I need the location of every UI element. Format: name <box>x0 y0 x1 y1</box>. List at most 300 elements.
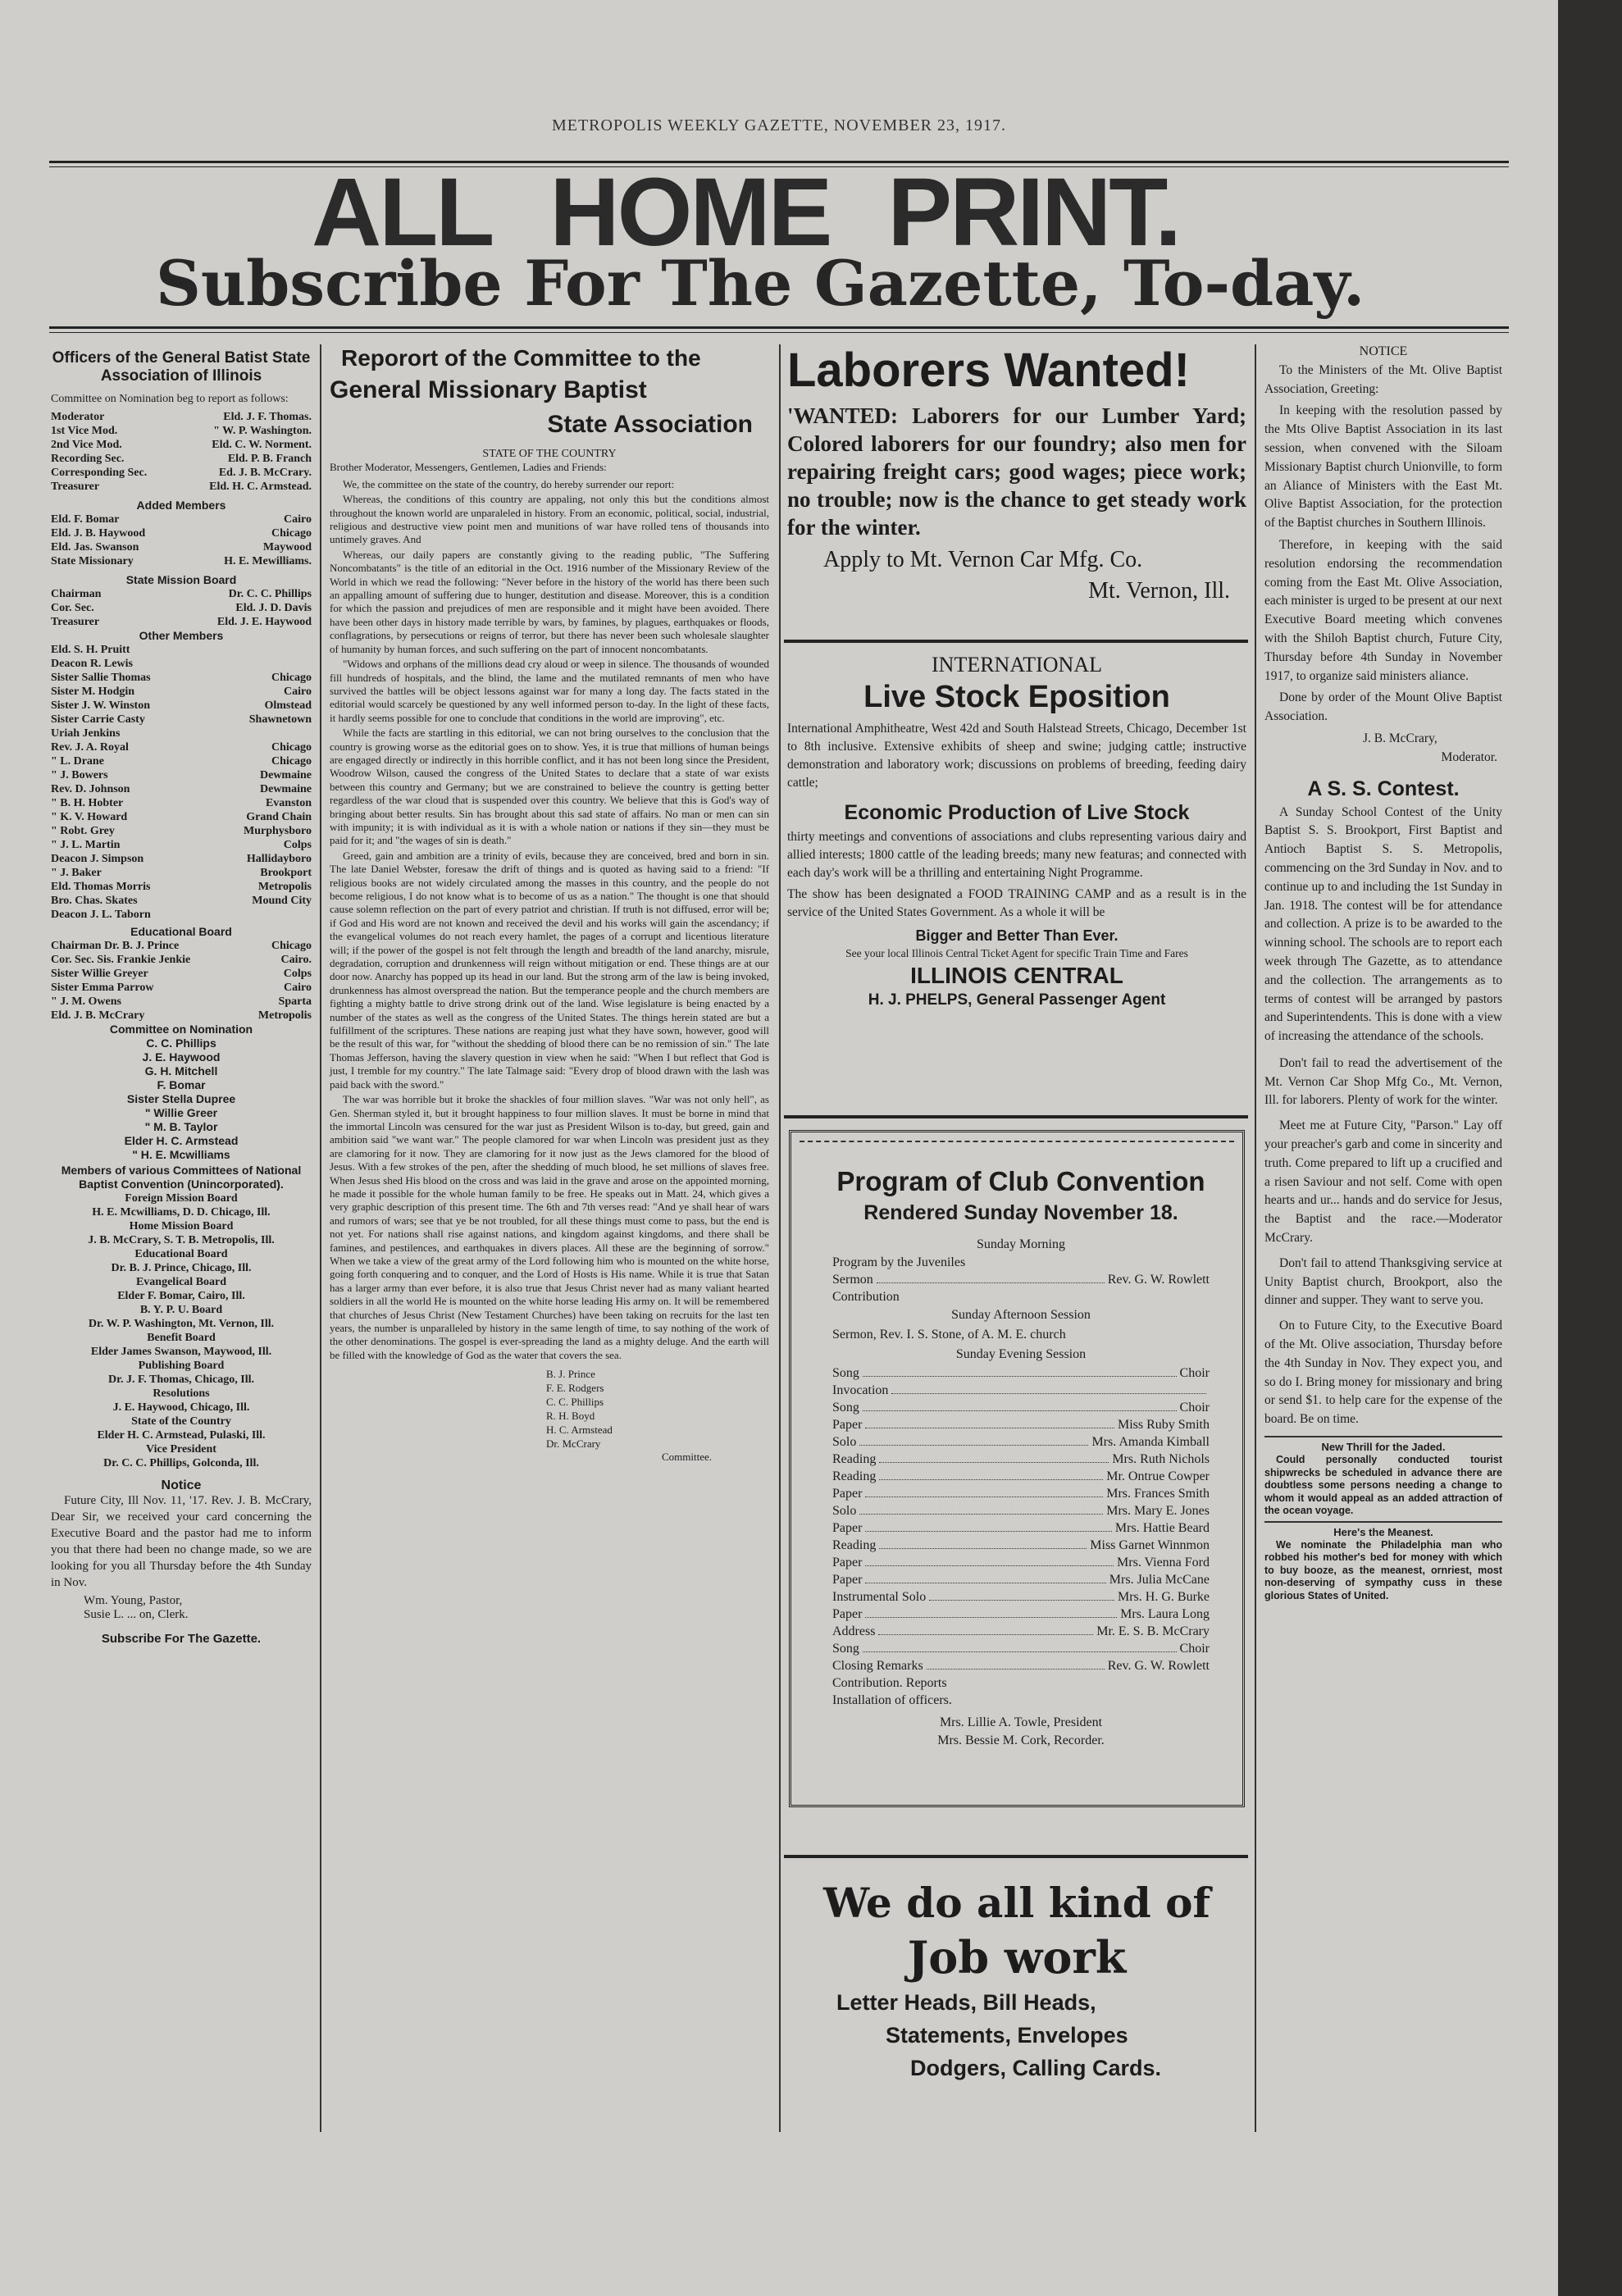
report-salutation: Brother Moderator, Messengers, Gentlemen, Ladies and Friends: <box>330 461 607 474</box>
edu-board-title: Educational Board <box>130 925 232 938</box>
program-item-performer: Mrs. Vienna Ford <box>1117 1556 1210 1569</box>
program-item-leader <box>865 1554 1114 1566</box>
program-item-performer: Mrs. Mary E. Jones <box>1106 1504 1210 1518</box>
officer-row: Corresponding Sec. Ed. J. B. McCrary. <box>51 467 312 479</box>
program-item <box>832 1554 1210 1571</box>
member-row <box>51 699 312 713</box>
program-item-performer: Mrs. Amanda Kimball <box>1091 1435 1210 1449</box>
program-item-leader <box>863 1364 1177 1377</box>
program-item-performer: Choir <box>1179 1401 1210 1414</box>
program-item-performer: Mrs. Hattie Beard <box>1114 1521 1210 1535</box>
report-signer: R. H. Boyd <box>546 1410 595 1423</box>
program-item-leader <box>927 1657 1105 1670</box>
program-item-name: Paper <box>832 1556 863 1569</box>
jobwork-line-2: Job work <box>907 1931 1127 1984</box>
program-item-leader <box>865 1416 1114 1428</box>
officers-title: Officers of the General Batist State Association of Illinois <box>52 349 311 385</box>
officer-row: Treasurer Eld. H. C. Armstead. <box>51 481 312 493</box>
program-item-performer: Miss Garnet Winnmon <box>1090 1538 1210 1552</box>
ad-rule-3 <box>784 1855 1248 1858</box>
notice-body-3: Therefore, in keeping with the said resolution endorsing the recommendation coming from the East Mt. Olive Association, each minister is urged to be present at our next Executive Board meeting which convenes with the Shiloh Baptist church, Future City, Thursday before 4th Sunday in November 1917, to organize said ministers aliance. <box>1264 537 1502 683</box>
report-signer: C. C. Phillips <box>546 1396 604 1409</box>
convention-line: Foreign Mission Board <box>125 1192 238 1205</box>
right-column <box>1264 343 1502 1606</box>
livestock-headline: Live Stock Eposition <box>863 680 1170 714</box>
member-name: Eld. J. B. McCrary <box>51 1009 145 1022</box>
program-recorder: Mrs. Bessie M. Cork, Recorder. <box>937 1733 1105 1747</box>
member-row <box>51 981 312 995</box>
livestock-body-3: The show has been designated a FOOD TRAINING CAMP and as a result is in the service of the United States Government. As a whole it will be <box>787 887 1246 919</box>
member-name: Deacon J. Simpson <box>51 853 144 865</box>
officer-row: 1st Vice Mod. " W. P. Washington. <box>51 425 312 437</box>
program-item-performer: Mrs. Ruth Nichols <box>1112 1452 1210 1466</box>
laborers-ad <box>787 344 1246 607</box>
officers-intro: Committee on Nomination beg to report as follows: <box>51 393 289 405</box>
member-place: Colps <box>283 968 312 980</box>
livestock-see: See your local Illinois Central Ticket Agent for specific Train Time and Fares <box>845 947 1188 959</box>
program-subtitle: Rendered Sunday November 18. <box>863 1201 1178 1224</box>
program-item-name: Song <box>832 1401 859 1414</box>
member-place: Cairo. <box>280 954 312 966</box>
program-item-leader <box>879 1468 1103 1480</box>
convention-line: Evangelical Board <box>135 1276 227 1288</box>
member-place: Murphysboro <box>244 825 312 837</box>
member-place: Cairo <box>284 686 312 698</box>
program-president: Mrs. Lillie A. Towle, President <box>939 1715 1103 1729</box>
member-row <box>51 740 312 754</box>
program-item <box>832 1451 1210 1468</box>
program-item <box>832 1485 1210 1502</box>
commnom-member: J. E. Haywood <box>142 1050 221 1064</box>
program-item <box>832 1416 1210 1433</box>
program-item-leader <box>865 1519 1111 1532</box>
notice-heading: NOTICE <box>1359 344 1408 358</box>
member-name: " J. Bowers <box>51 769 108 781</box>
member-name: Eld. S. H. Pruitt <box>51 644 130 656</box>
member-name: Deacon R. Lewis <box>51 658 133 670</box>
member-name: " B. H. Hobter <box>51 797 124 809</box>
convention-line: Resolutions <box>153 1387 210 1400</box>
report-signer: Dr. McCrary <box>546 1437 601 1451</box>
program-border-ornament <box>800 1141 1234 1150</box>
news-item: Meet me at Future City, "Parson." Lay off your preacher's garb and come in sincerity and truth. Come prepared to lift up a crucified and a risen Saviour and not self. Come with open hearts and ur... hands and do service for Jesus, the Baptist and the race.—Moderator McCrary. <box>1264 1118 1502 1246</box>
dateline: METROPOLIS WEEKLY GAZETTE, NOVEMBER 23, 1917. <box>551 116 1007 134</box>
jobwork-line-5: Dodgers, Calling Cards. <box>910 2056 1162 2080</box>
member-name: Chairman Dr. B. J. Prince <box>51 940 180 952</box>
report-paragraph: Greed, gain and ambition are a trinity of evils, because they are conceived, bred and born in sin. The late Daniel Webster, foresaw the drift of things and is quoted as having said to a friend: "If religious books are not widely circulated among the masses in this country, and the people do not become religious, I do not know what is to become of us as a nation." The thought is one that should cause solemn reflection on the part of every patriot and christian. If truth is not diffused, error will be; if God and His word are not known and received the devil and his works will gain the ascendancy; if the evangelical volumes do not reach every hamlet, the pages of a corrupt and licentious literature will; if the power of the gospel is not felt through the length and breadth of the land anarchy, misrule, degradation, corruption and drunkenness will reign without mitigation or end. These things are at our door now. Anarchy has popped up its head in our land. But the strong arm of the law is being invoked, drunkenness has almost overspread the nation. But the temperance people and the church members are fighting a mighty battle to drive strong drink out of the land. Wise legislature is being enacted by a number of the states as well as the congress of the United States. The things herein stated are but a fulfillment of the scriptures. These nations are reaping just what they have sown, however, good will be the result of this war, for "without the shedding of blood there can be no remission of sin." The late Thomas Jefferson, having the slavery question in view when he said: "When I but reflect that God is just, I tremble for my country." The late Talmage said: "Every drop of blood drawn with the lash was paid back with the sword." <box>330 849 769 1091</box>
member-row <box>51 939 312 953</box>
program-item-leader <box>891 1382 1206 1394</box>
convention-line: B. Y. P. U. Board <box>139 1304 223 1316</box>
member-row <box>51 852 312 866</box>
program-item <box>832 1364 1210 1382</box>
member-name: Uriah Jenkins <box>51 727 121 740</box>
convention-list <box>51 1191 312 1470</box>
member-name: Rev. J. A. Royal <box>51 741 129 754</box>
member-place: Grand Chain <box>246 811 312 823</box>
ad-rule-1 <box>784 640 1248 643</box>
member-row <box>51 1009 312 1023</box>
program-item-name: Reading <box>832 1538 877 1552</box>
program-item-leader <box>879 1537 1087 1549</box>
commnom-member: " Willie Greer <box>144 1106 218 1119</box>
convention-title: Members of various Committees of National Baptist Convention (Unincorporated). <box>61 1164 302 1191</box>
ad-rule-2 <box>784 1115 1248 1118</box>
convention-line: State of the Country <box>131 1415 231 1428</box>
masthead-rule-bottom2 <box>49 332 1509 333</box>
member-place: Metropolis <box>257 881 312 893</box>
program-item-leader <box>929 1588 1114 1601</box>
commnom-title: Committee on Nomination <box>109 1023 253 1036</box>
program-item-name: Reading <box>832 1469 877 1483</box>
member-row <box>51 796 312 810</box>
notice-body-2: In keeping with the resolution passed by the Mts Olive Baptist Association in its last session, when convened with the Siloam Missionary Baptist church Unionville, to form an Aliance of Ministers with the East Mt. Olive Baptist Association, for the protection of the Baptist churches in Southern Illinois. <box>1264 403 1502 531</box>
program-item-performer: Mrs. Julia McCane <box>1109 1573 1210 1587</box>
member-row <box>51 824 312 838</box>
notice-body-1: To the Ministers of the Mt. Olive Baptist Association, Greeting: <box>1264 362 1502 396</box>
convention-line: J. B. McCrary, S. T. B. Metropolis, Ill. <box>88 1234 275 1246</box>
member-name: " J. M. Owens <box>51 995 121 1008</box>
report-subtitle: STATE OF THE COUNTRY <box>482 448 617 460</box>
member-row <box>51 768 312 782</box>
report-signer: H. C. Armstead <box>546 1424 613 1437</box>
member-row <box>51 838 312 852</box>
program-tail-1: Contribution. Reports <box>832 1676 947 1690</box>
member-name: Rev. D. Johnson <box>51 783 130 795</box>
program-item-name: Invocation <box>832 1383 889 1397</box>
laborers-headline: Laborers Wanted! <box>787 344 1190 397</box>
program-item <box>832 1502 1210 1519</box>
program-item-name: Paper <box>832 1487 863 1501</box>
member-row: Treasurer Eld. J. E. Haywood <box>51 616 312 628</box>
convention-line: Benefit Board <box>147 1332 216 1344</box>
member-name: Sister Sallie Thomas <box>51 672 151 684</box>
column-rule-1 <box>320 344 321 2132</box>
program-items <box>832 1364 1210 1674</box>
program-item-leader <box>878 1623 1093 1635</box>
officer-row: 2nd Vice Mod. Eld. C. W. Norment. <box>51 439 312 451</box>
program-morning: Sunday Morning <box>977 1237 1065 1251</box>
notice-text: Future City, Ill Nov. 11, '17. Rev. J. B. McCrary, Dear Sir, we received your card concerning the Executive Board and the pastor had me to inform you that there had been no change made, so we are looking for you all Thursday before the 4th Sunday in Nov. <box>51 1494 312 1589</box>
commnom-list <box>51 1036 312 1162</box>
notice-role: Moderator. <box>1441 749 1497 764</box>
program-item-leader <box>863 1640 1177 1652</box>
edu-board-list <box>51 939 312 1023</box>
program-item-performer: Mrs. H. G. Burke <box>1118 1590 1210 1604</box>
convention-line: Dr. J. F. Thomas, Chicago, Ill. <box>107 1374 254 1386</box>
notice-body-4: Done by order of the Mount Olive Baptist Association. <box>1264 690 1502 724</box>
officer-row: Moderator Eld. J. F. Thomas. <box>51 411 312 423</box>
livestock-body-2: thirty meetings and conventions of associations and clubs representing various dairy and allied interests; 1800 cattle of the leading breeds; many new featuras; and connected with each day's work will be a thrilling and entertaining Night Programme. <box>787 830 1246 880</box>
program-item <box>832 1519 1210 1537</box>
program-item-name: Song <box>832 1642 859 1656</box>
program-juveniles: Program by the Juveniles <box>832 1255 966 1269</box>
jobwork-line-3: Letter Heads, Bill Heads, <box>836 1990 1096 2015</box>
member-name: " K. V. Howard <box>51 811 128 823</box>
program-item-leader <box>865 1571 1105 1583</box>
contest-title: A S. S. Contest. <box>1307 777 1460 800</box>
program-item <box>832 1588 1210 1606</box>
report-title-2: General Missionary Baptist <box>330 376 647 403</box>
commnom-member: F. Bomar <box>157 1078 206 1091</box>
convention-line: Elder James Swanson, Maywood, Ill. <box>90 1346 272 1358</box>
convention-line: Home Mission Board <box>129 1220 234 1232</box>
member-place: Shawnetown <box>248 713 312 726</box>
program-item-performer: Choir <box>1179 1642 1210 1656</box>
convention-line: Elder H. C. Armstead, Pulaski, Ill. <box>97 1429 266 1442</box>
item-divider <box>1264 1436 1502 1437</box>
member-place: Dewmaine <box>260 783 312 795</box>
program-afternoon-sermon: Sermon, Rev. I. S. Stone, of A. M. E. church <box>832 1328 1066 1342</box>
member-row <box>51 866 312 880</box>
program-item-name: Paper <box>832 1573 863 1587</box>
member-row <box>51 754 312 768</box>
program-item-leader <box>879 1451 1109 1463</box>
member-place: Sparta <box>278 995 312 1008</box>
program-item-performer: Mrs. Frances Smith <box>1106 1487 1210 1501</box>
program-item-name: Solo <box>832 1504 857 1518</box>
member-row <box>51 995 312 1009</box>
member-name: Eld. Thomas Morris <box>51 881 151 893</box>
laborers-apply: Apply to Mt. Vernon Car Mfg. Co. <box>823 547 1143 572</box>
program-item <box>832 1640 1210 1657</box>
program-item-name: Paper <box>832 1521 863 1535</box>
scan-edge <box>1558 0 1622 2296</box>
news-item: Don't fail to read the advertisement of the Mt. Vernon Car Shop Mfg Co., Mt. Vernon, Ill. for laborers. Plenty of work for the winter. <box>1264 1055 1502 1108</box>
program-item-name: Instrumental Solo <box>832 1590 927 1604</box>
member-row: Chairman Dr. C. C. Phillips <box>51 588 312 600</box>
program-item: Sermon Rev. G. W. Rowlett <box>832 1273 1210 1287</box>
program-item <box>832 1433 1210 1451</box>
convention-line: Publishing Board <box>138 1360 225 1372</box>
meanest-title: Here's the Meanest. <box>1333 1525 1433 1538</box>
added-members-title: Added Members <box>136 499 226 512</box>
program-item-name: Song <box>832 1366 859 1380</box>
contest-body: A Sunday School Contest of the Unity Baptist S. S. Brookport, First Baptist and Antioch Baptist S. S. Metropolis, commencing on the 3rd Sunday in Nov. and to continue up to and including the 1st Sunday in Jan. 1918. The contest will be for attendance and collection. A prize is to be awarded to the winning school. The schools are to report each week through The Gazette, as to attendance and the collection. The arrangements as to terms of contest will be arranged by pastors and Superintendents. This is done with a view of increasing the attendance of the schools. <box>1264 804 1502 1044</box>
member-row: Eld. Jas. Swanson Maywood <box>51 541 312 554</box>
column-rule-2 <box>779 344 781 2132</box>
convention-line: Elder F. Bomar, Cairo, Ill. <box>117 1290 245 1302</box>
commnom-member: " H. E. Mcwilliams <box>132 1148 230 1161</box>
column-rule-3 <box>1255 344 1256 2132</box>
member-place: Chicago <box>271 672 312 684</box>
livestock-kicker: INTERNATIONAL <box>932 653 1102 676</box>
convention-line: Dr. W. P. Washington, Mt. Vernon, Ill. <box>88 1318 275 1330</box>
program-item-leader <box>865 1485 1103 1497</box>
commnom-member: C. C. Phillips <box>146 1036 216 1050</box>
convention-line: Dr. B. J. Prince, Chicago, Ill. <box>111 1262 252 1274</box>
news-items <box>1264 1055 1502 1429</box>
convention-line: Vice President <box>146 1443 216 1456</box>
commnom-member: Sister Stella Dupree <box>126 1092 236 1105</box>
program-item <box>832 1623 1210 1640</box>
report-signer: B. J. Prince <box>546 1368 595 1381</box>
report-body <box>330 478 769 1362</box>
member-row: State Missionary H. E. Mewilliams. <box>51 555 312 567</box>
program-item <box>832 1468 1210 1485</box>
notice-sign: J. B. McCrary, <box>1363 731 1437 745</box>
report-paragraph: Whereas, our daily papers are constantly giving to the reading public, "The Suffering Noncombatants" is the title of an editorial in the Oct. 1916 number of the Missionary Review of the World in which we read the following: "Never before in the history of the world has there been such an appalling amount of suffering due to hunger, destitution and disease. Moreover, this is a condition for which the passion and prejudices of men are responsible and it might have been avoided. There have been other days in history made terrible by wars, by famines, by plagues, earthquakes or floods, conflagrations, by persecutions or reigns of terror, but there has never been such wholesale slaughter of humanity by human forces, and such suffering on the part of innocent noncombatants. <box>330 548 769 655</box>
member-place: Chicago <box>271 940 312 952</box>
program-contribution: Contribution <box>832 1290 900 1304</box>
member-place: Mound City <box>252 895 312 907</box>
member-row: Cor. Sec. Eld. J. D. Davis <box>51 602 312 614</box>
member-row <box>51 643 312 657</box>
program-item-name: Paper <box>832 1418 863 1432</box>
meanest-body: We nominate the Philadelphia man who robbed his mother's bed for money with which to buy booze, as the meanest, ornriest, most non-deserving of sympathy cuss in these glorious States of United. <box>1264 1538 1502 1601</box>
report-paragraph: "Widows and orphans of the millions dead cry aloud or weep in silence. The thousands of wounded fill hundreds of hospitals, and the blind, the lame and the mutilated remnants of men who have survived the battles will be object lessons against war for many a long day. The facts stated in the editorial would scarcely be questioned by any well informed person to-day. In the light of these facts, it hardly seems possible for one to conclude that conditions in the world are improving", etc. <box>330 658 769 724</box>
program-item <box>832 1606 1210 1623</box>
livestock-subhead: Economic Production of Live Stock <box>844 801 1190 824</box>
report-title-1: Reporort of the Committee to the <box>341 345 701 371</box>
report-title-3: State Association <box>547 411 753 438</box>
program-afternoon: Sunday Afternoon Session <box>951 1308 1091 1322</box>
member-row <box>51 908 312 922</box>
report-paragraph: We, the committee on the state of the country, do hereby surrender our report: <box>343 477 675 490</box>
program-item-leader <box>863 1399 1177 1411</box>
report-signer: F. E. Rodgers <box>546 1382 604 1395</box>
officer-row: Recording Sec. Eld. P. B. Franch <box>51 453 312 465</box>
member-name: " J. Baker <box>51 867 102 879</box>
thrill-title: New Thrill for the Jaded. <box>1321 1441 1446 1454</box>
member-name: Deacon J. L. Taborn <box>51 909 151 921</box>
member-place: Brookport <box>260 867 312 879</box>
program-item-leader <box>865 1606 1117 1618</box>
program-item-performer: Rev. G. W. Rowlett <box>1107 1659 1210 1673</box>
program-item-performer: Mrs. Laura Long <box>1120 1607 1210 1621</box>
member-place: Colps <box>283 839 312 851</box>
member-place: Chicago <box>271 755 312 768</box>
program-item-performer: Miss Ruby Smith <box>1117 1418 1210 1432</box>
jobwork-ad <box>787 1878 1246 2084</box>
thrill-body: Could personally conducted tourist shipwrecks be scheduled in advance there are doubtless some persons needing a change to whom it would appeal as an added attraction of the ocean voyage. <box>1264 1454 1502 1517</box>
notice-sign-2: Susie L. ... on, Clerk. <box>84 1608 189 1621</box>
member-row <box>51 782 312 796</box>
masthead-all-home-print: ALL HOME PRINT. <box>312 158 1180 266</box>
other-members-title: Other Members <box>139 629 224 642</box>
program-item-performer: Mr. Ontrue Cowper <box>1106 1469 1210 1483</box>
convention-line: J. E. Haywood, Chicago, Ill. <box>112 1401 250 1414</box>
report-paragraph: While the facts are startling in this editorial, we can not bring ourselves to the conclusion that the country is growing worse as the editorial goes on to show. Yes, it is true that millions of human beings are engaged directly or indirectly in this horrible conflict, and it has not been long since the President, Woodrow Wilson, caused the congress of the United States to declare that a state of war exists between this country and Germany; but we are constrained to believe the country is getting better regardless of the war cloud that is suspended over this country. We believe that this is God's way of bringing about better results. Sin has brought about this sad state of affairs. No man or men can sin with impunity; it is with individual as it is with a whole nation or nations if they sin—they must be paid for it; and "the wages of sin is death." <box>330 727 769 847</box>
commnom-member: Elder H. C. Armstead <box>124 1134 239 1147</box>
program-tail-2: Installation of officers. <box>832 1693 952 1707</box>
member-row: Eld. J. B. Haywood Chicago <box>51 527 312 540</box>
member-place: Hallidayboro <box>246 853 312 865</box>
report-signers <box>330 1367 769 1451</box>
member-row <box>51 810 312 824</box>
livestock-rail: ILLINOIS CENTRAL <box>910 963 1123 988</box>
program-item-name: Closing Remarks <box>832 1659 923 1673</box>
program-item-name: Paper <box>832 1607 863 1621</box>
member-place: Chicago <box>271 741 312 754</box>
member-place: Dewmaine <box>260 769 312 781</box>
member-row <box>51 967 312 981</box>
member-place: Cairo <box>284 982 312 994</box>
notice-sign-1: Wm. Young, Pastor, <box>84 1594 183 1607</box>
laborers-city: Mt. Vernon, Ill. <box>1088 578 1230 604</box>
notice-title: Notice <box>161 1478 202 1492</box>
member-name: " Robt. Grey <box>51 825 115 837</box>
member-name: Sister J. W. Winston <box>51 699 150 712</box>
livestock-body-1: International Amphitheatre, West 42d and South Halstead Streets, Chicago, December 1st to 8th inclusive. Extensive exhibits of sheep and swine; judging cattle; instructive demonstration and laboratory work; discussions on problems of breeding, feeding dairy cattle; <box>787 722 1246 790</box>
program-item-performer: Mr. E. S. B. McCrary <box>1096 1624 1210 1638</box>
member-place: Evanston <box>265 797 312 809</box>
officers-list <box>51 410 312 494</box>
report-paragraph: Whereas, the conditions of this country are appaling, not only this but the conditions almost throughout the known world are unparaleled in history. From an economic, political, social, industrial, religious and destructive view point men and munitions of war have rolled tens of thousands into untimely graves. And <box>330 493 769 546</box>
livestock-agent: H. J. PHELPS, General Passenger Agent <box>868 991 1166 1009</box>
jobwork-line-4: Statements, Envelopes <box>886 2023 1128 2048</box>
convention-line: Dr. C. C. Phillips, Golconda, Ill. <box>103 1457 259 1469</box>
program-item <box>832 1537 1210 1554</box>
member-name: Sister M. Hodgin <box>51 686 135 698</box>
member-row <box>51 880 312 894</box>
member-name: " L. Drane <box>51 755 104 768</box>
report-committee: Committee. <box>661 1451 712 1464</box>
member-row <box>51 671 312 685</box>
mission-board-title: State Mission Board <box>125 573 237 586</box>
member-place: Olmstead <box>264 699 312 712</box>
convention-line: Educational Board <box>134 1248 228 1260</box>
news-item: On to Future City, to the Executive Board of the Mt. Olive association, Thursday before the 4th Sunday in Nov. They expect you, and so do I. Bring money for missionary and bring or send $1. to help care for the expense of the board. Be on time. <box>1264 1319 1502 1427</box>
program-item <box>832 1382 1210 1399</box>
member-row <box>51 657 312 671</box>
member-row <box>51 685 312 699</box>
laborers-body: 'WANTED: Laborers for our Lumber Yard; Colored laborers for our foundry; also men for repairing freight cars; good wages; piece work; no trouble; now is the chance to get steady work for the winter. <box>787 403 1246 540</box>
program-item-leader <box>859 1502 1103 1515</box>
member-row <box>51 894 312 908</box>
officers-column <box>51 349 312 1646</box>
program-box <box>789 1130 1245 1807</box>
convention-line: H. E. Mcwilliams, D. D. Chicago, Ill. <box>92 1206 271 1219</box>
other-members-list <box>51 643 312 922</box>
report-paragraph: The war was horrible but it broke the shackles of four million slaves. "War was not only hell", as Gen. Sherman styled it, but it brought happiness to four million slaves. It must be borne in mind that the immortal Lincoln was censured for the war just as President Wilson is to-day, but greed, gain and ambition said "we want war." The people clamored for war when Lincoln was president just as they are clamoring for it now. They are clamoring for it now just as the Jews clamored for the blood of Jesus. With a few strokes of the pen, after the shedding of much blood, he set millions of slaves free. When Jesus shed His blood on the cross and was laid in the grave and arose on the appointed morning, he made it possible for the whole human family to be free. He speaks out in Matt. 24, which gives a very graphic description of this present time. The 6th and 7th verses read: "And ye shall hear of wars and rumors of wars; see that ye be not troubled, for all these things must come to pass, but the end is not yet. For nations shall rise against nations, and kingdom against kingdoms, and there shall be famines, and pestilences, and earthquakes in divers places. All these are the beginning of sorrow." When we take a view of the great army of the Lord following him who is mounted on the white horse, going forth conquering and to conquer, and the Lord of Hosts is His name. While it is true that Satan has a larger army than ever before, it is also true that Jesus Christ never had as many valiant hearted soldiers in all the world He is mounted on the white horse leading His army on. It will be remembered that churches of Jesus Christ (New Testament Churches) have been taking on recruits for the last ten years, the number is unparalleled by history in the same length of time, to say nothing of the work of the other denominations. The gospel is ever-spreading the land as a mighty deluge. And the earth will be filled with the knowledge of God as the water that covers the sea. <box>330 1093 769 1361</box>
member-name: Sister Emma Parrow <box>51 982 154 994</box>
program-item <box>832 1399 1210 1416</box>
item-divider-2 <box>1264 1521 1502 1523</box>
news-item: Don't fail to attend Thanksgiving service at Unity Baptist church, Brookport, also the dinner and supper. They want to serve you. <box>1264 1255 1502 1308</box>
program-title: Program of Club Convention <box>836 1166 1205 1196</box>
member-name: Sister Carrie Casty <box>51 713 145 726</box>
member-name: " J. L. Martin <box>51 839 121 851</box>
report-column <box>330 344 769 1465</box>
program-item <box>832 1657 1210 1674</box>
program-item-performer: Choir <box>1179 1366 1210 1380</box>
member-row <box>51 713 312 727</box>
member-place: Metropolis <box>257 1009 312 1022</box>
program-item-leader <box>859 1433 1088 1446</box>
program-content <box>832 1165 1210 1750</box>
subscribe-footer: Subscribe For The Gazette. <box>101 1632 262 1646</box>
program-item-name: Reading <box>832 1452 877 1466</box>
masthead-subscribe: Subscribe For The Gazette, To-day. <box>156 247 1365 320</box>
member-name: Cor. Sec. Sis. Frankie Jenkie <box>51 954 191 966</box>
program-item-name: Solo <box>832 1435 857 1449</box>
program-item-name: Address <box>832 1624 876 1638</box>
masthead-rule-bottom <box>49 326 1509 329</box>
member-row <box>51 953 312 967</box>
commnom-member: G. H. Mitchell <box>144 1064 218 1077</box>
member-name: Sister Willie Greyer <box>51 968 148 980</box>
commnom-member: " M. B. Taylor <box>144 1120 218 1133</box>
member-row: Eld. F. Bomar Cairo <box>51 513 312 526</box>
program-item <box>832 1571 1210 1588</box>
member-row <box>51 727 312 740</box>
program-evening: Sunday Evening Session <box>955 1347 1087 1361</box>
livestock-ad <box>787 653 1246 1010</box>
jobwork-line-1: We do all kind of <box>822 1879 1211 1927</box>
member-name: Bro. Chas. Skates <box>51 895 138 907</box>
livestock-bigger: Bigger and Better Than Ever. <box>915 927 1119 944</box>
